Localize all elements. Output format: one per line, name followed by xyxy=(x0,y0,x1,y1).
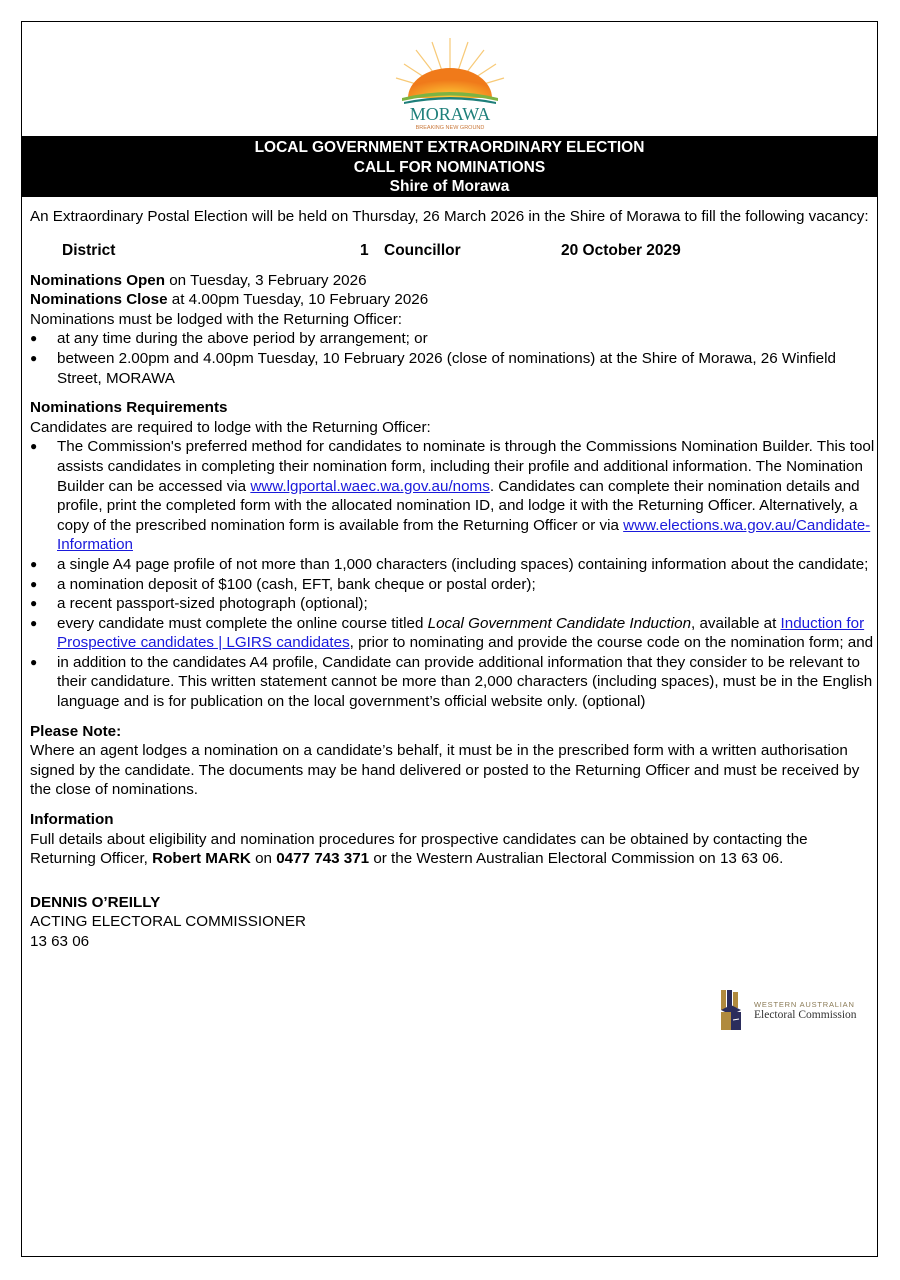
list-item: ● every candidate must complete the online course titled Local Government Candidate Induction, available at Induction for Prospective candidates | LGIRS candidates, prior to nominating and provide the course code on the nomination form; and xyxy=(30,614,874,652)
signatory-phone: 13 63 06 xyxy=(30,933,90,950)
bullet-icon: ● xyxy=(30,331,38,346)
vacancy-ward: District xyxy=(62,241,116,259)
banner-subtitle: CALL FOR NOMINATIONS xyxy=(353,158,546,176)
ballot-box-icon xyxy=(718,988,746,1032)
list-item: ● a recent passport-sized photograph (optional); xyxy=(30,595,368,613)
vacancy-term-expiry: 20 October 2029 xyxy=(561,241,681,259)
bullet-icon: ● xyxy=(30,350,38,365)
notice-body xyxy=(30,207,875,952)
bullet-icon: ● xyxy=(30,615,38,630)
banner-title: LOCAL GOVERNMENT EXTRAORDINARY ELECTION xyxy=(254,139,645,156)
list-item: ● in addition to the candidates A4 profile, Candidate can provide additional information that they consider to be relevant to their candidature. This written statement cannot be more than 2,000 characters (including spaces), must be in the English language and is for publication on the local government’s official website only. (optional) xyxy=(30,653,873,711)
note-heading: Please Note: xyxy=(30,722,122,740)
information-heading: Information xyxy=(30,811,114,829)
list-item: ● The Commission's preferred method for candidates to nominate is through the Commissions Nomination Builder. This tool assists candidates in completing their nomination form, including their profile and additional information. The Nomination Builder can be accessed via www.lgportal.waec.wa.gov.au/noms. Candidates can complete their nomination details and profile, print the completed form with the allocated nomination ID, and lodge it with the Returning Officer. Alternatively, a copy of the prescribed nomination form is available from the Returning Officer or via www.elections.wa.gov.au/Candidate-Information xyxy=(30,438,875,554)
lodge-text: Nominations must be lodged with the Returning Officer: xyxy=(30,310,403,328)
requirements-list xyxy=(30,437,875,711)
list-item: ● a nomination deposit of $100 (cash, EFT, bank cheque or postal order); xyxy=(30,575,536,593)
vacancy-count: 1 xyxy=(360,241,369,259)
waec-logo: WESTERN AUSTRALIAN Electoral Commission xyxy=(718,988,868,1032)
sunrise-icon xyxy=(388,36,512,132)
lodge-list xyxy=(30,329,875,388)
nominations-open: Nominations Open on Tuesday, 3 February 2026 xyxy=(30,271,367,289)
bullet-icon: ● xyxy=(30,439,38,454)
bullet-icon: ● xyxy=(30,556,38,571)
svg-text:BREAKING NEW GROUND: BREAKING NEW GROUND xyxy=(415,125,485,131)
returning-officer-name: Robert MARK xyxy=(152,850,251,868)
requirements-lead: Candidates are required to lodge with the Returning Officer: xyxy=(30,418,431,436)
information-text: Full details about eligibility and nomination procedures for prospective candidates can be obtained by contacting the Returning Officer, Robert MARK on 0477 743 371 or the Western Australian Electoral Commission on 13 63 06. xyxy=(30,830,808,868)
information-section xyxy=(30,810,875,869)
svg-text:MORAWA: MORAWA xyxy=(409,104,491,124)
intro-paragraph: An Extraordinary Postal Election will be held on Thursday, 26 March 2026 in the Shire of Morawa to fill the following vacancy: xyxy=(30,208,869,225)
title-banner xyxy=(21,136,878,197)
candidate-information-link[interactable]: www.elections.wa.gov.au/Candidate-Information xyxy=(57,516,871,554)
lgportal-link[interactable]: www.lgportal.waec.wa.gov.au/noms xyxy=(250,477,490,495)
bullet-icon: ● xyxy=(30,596,38,611)
requirements-heading: Nominations Requirements xyxy=(30,399,228,417)
vacancy-row xyxy=(30,241,875,261)
requirements-section xyxy=(30,398,875,712)
list-item: ● between 2.00pm and 4.00pm Tuesday, 10 February 2026 (close of nominations) at the Shire of Morawa, 26 Winfield Street, MORAWA xyxy=(30,349,836,387)
signature-block xyxy=(30,893,875,952)
list-item: ● a single A4 page profile of not more than 1,000 characters (including spaces) containing information about the candidate; xyxy=(30,555,869,573)
nominations-close: Nominations Close at 4.00pm Tuesday, 10 February 2026 xyxy=(30,291,429,309)
induction-link[interactable]: Induction for Prospective candidates | LGIRS candidates xyxy=(57,614,865,652)
note-text: Where an agent lodges a nomination on a candidate’s behalf, it must be in the prescribed form with a written authorisation signed by the candidate. The documents may be hand delivered or posted to the Returning Officer and must be received by the close of nominations. xyxy=(30,742,860,799)
returning-officer-phone: 0477 743 371 xyxy=(276,850,370,868)
note-section xyxy=(30,722,875,800)
signatory-title: ACTING ELECTORAL COMMISSIONER xyxy=(30,913,306,931)
list-item: ● at any time during the above period by arrangement; or xyxy=(30,330,428,348)
bullet-icon: ● xyxy=(30,654,38,669)
banner-shire: Shire of Morawa xyxy=(389,178,510,195)
signatory-name: DENNIS O’REILLY xyxy=(30,893,161,911)
nominations-section xyxy=(30,271,875,389)
morawa-logo xyxy=(388,36,512,132)
bullet-icon: ● xyxy=(30,576,38,591)
vacancy-position: Councillor xyxy=(384,241,461,259)
